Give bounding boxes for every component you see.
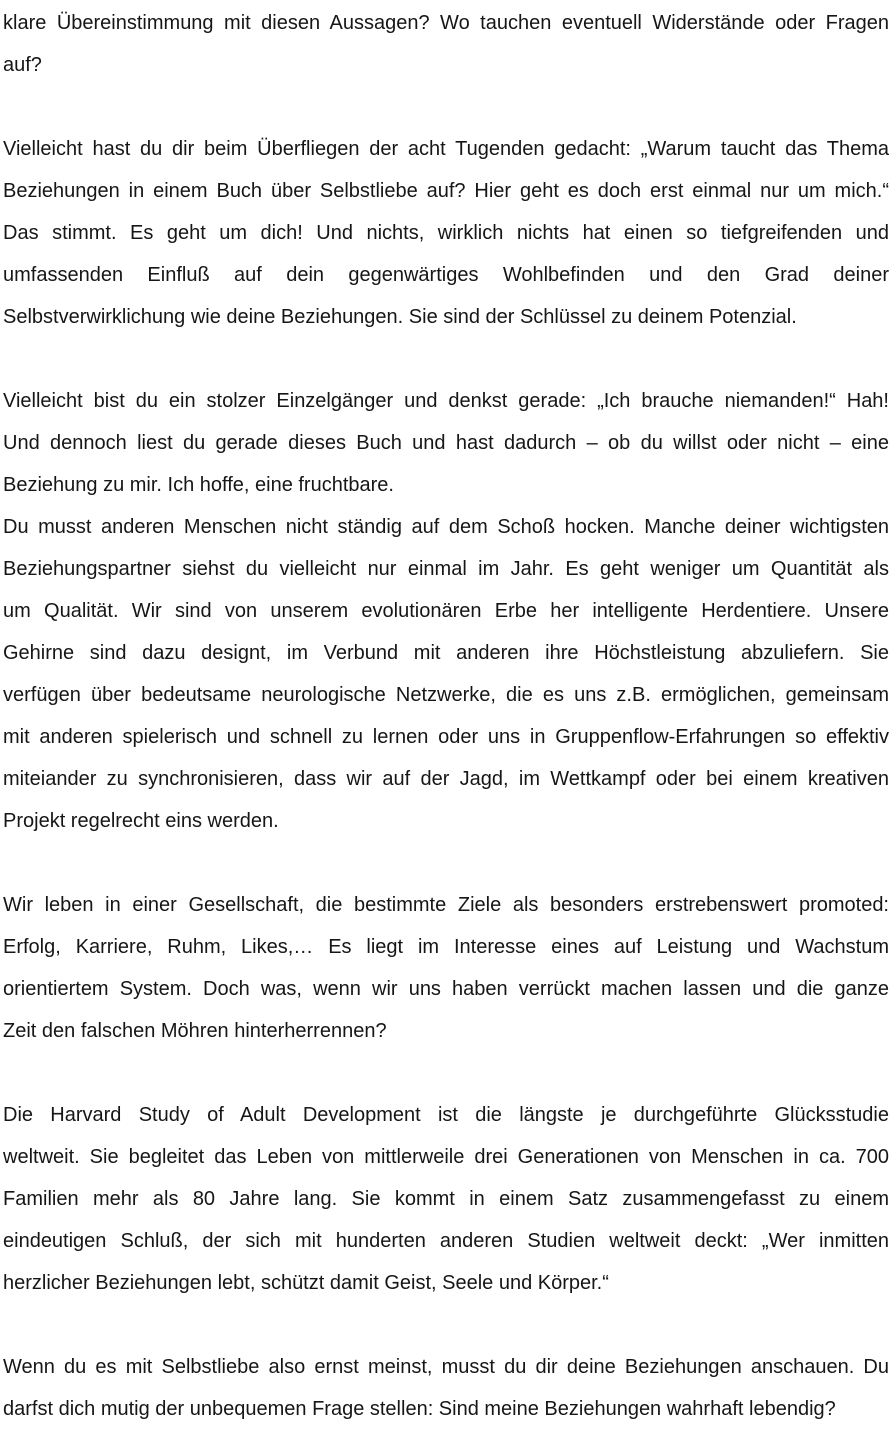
- text-line: Vielleicht hast du dir beim Überfliegen der acht Tugenden gedacht: „Warum taucht das Thema: [3, 138, 889, 160]
- text-line: herzlicher Beziehungen lebt, schützt damit Geist, Seele und Körper.“: [3, 1272, 609, 1294]
- paragraph: [3, 128, 889, 338]
- text-line: Beziehungen in einem Buch über Selbstliebe auf? Hier geht es doch erst einmal nur um mich.“: [3, 180, 889, 202]
- text-line: weltweit. Sie begleitet das Leben von mittlerweile drei Generationen von Menschen in ca. 700: [3, 1146, 889, 1168]
- text-line: Du musst anderen Menschen nicht ständig auf dem Schoß hocken. Manche deiner wichtigsten: [3, 516, 889, 538]
- text-line: Beziehungspartner siehst du vielleicht nur einmal im Jahr. Es geht weniger um Quantität als: [3, 558, 889, 580]
- paragraph: [3, 2, 889, 86]
- text-line: umfassenden Einfluß auf dein gegenwärtiges Wohlbefinden und den Grad deiner: [3, 264, 889, 286]
- text-line: Projekt regelrecht eins werden.: [3, 810, 279, 832]
- text-line: klare Übereinstimmung mit diesen Aussagen? Wo tauchen eventuell Widerstände oder Fragen: [3, 12, 889, 34]
- text-line: auf?: [3, 54, 42, 76]
- text-line: verfügen über bedeutsame neurologische Netzwerke, die es uns z.B. ermöglichen, gemeinsam: [3, 684, 889, 706]
- text-line: Beziehung zu mir. Ich hoffe, eine fruchtbare.: [3, 474, 394, 496]
- text-line: Und dennoch liest du gerade dieses Buch und hast dadurch – ob du willst oder nicht – eine: [3, 432, 889, 454]
- paragraph: [3, 506, 889, 842]
- paragraph: [3, 1094, 889, 1304]
- paragraph: [3, 380, 889, 506]
- text-line: Familien mehr als 80 Jahre lang. Sie kommt in einem Satz zusammengefasst zu einem: [3, 1188, 889, 1210]
- text-line: Wenn du es mit Selbstliebe also ernst meinst, musst du dir deine Beziehungen anschauen. Du: [3, 1356, 889, 1378]
- text-line: Gehirne sind dazu designt, im Verbund mit anderen ihre Höchstleistung abzuliefern. Sie: [3, 642, 889, 664]
- text-line: orientiertem System. Doch was, wenn wir uns haben verrückt machen lassen und die ganze: [3, 978, 889, 1000]
- text-line: um Qualität. Wir sind von unserem evolutionären Erbe her intelligente Herdentiere. Unsere: [3, 600, 889, 622]
- paragraph: [3, 884, 889, 1052]
- text-line: Vielleicht bist du ein stolzer Einzelgänger und denkst gerade: „Ich brauche niemanden!“ Hah!: [3, 390, 889, 412]
- text-line: miteiander zu synchronisieren, dass wir auf der Jagd, im Wettkampf oder bei einem kreativen: [3, 768, 889, 790]
- text-line: Erfolg, Karriere, Ruhm, Likes,… Es liegt im Interesse eines auf Leistung und Wachstum: [3, 936, 889, 958]
- text-line: Das stimmt. Es geht um dich! Und nichts, wirklich nichts hat einen so tiefgreifenden und: [3, 222, 889, 244]
- text-line: Zeit den falschen Möhren hinterherrennen?: [3, 1020, 387, 1042]
- text-line: Selbstverwirklichung wie deine Beziehungen. Sie sind der Schlüssel zu deinem Potenzial.: [3, 306, 797, 328]
- text-line: eindeutigen Schluß, der sich mit hunderten anderen Studien weltweit deckt: „Wer inmitten: [3, 1230, 889, 1252]
- text-line: mit anderen spielerisch und schnell zu lernen oder uns in Gruppenflow-Erfahrungen so effektiv: [3, 726, 889, 748]
- paragraph: [3, 1346, 889, 1430]
- text-line: darfst dich mutig der unbequemen Frage stellen: Sind meine Beziehungen wahrhaft lebendig?: [3, 1398, 836, 1420]
- text-line: Wir leben in einer Gesellschaft, die bestimmte Ziele als besonders erstrebenswert promoted:: [3, 894, 889, 916]
- text-line: Die Harvard Study of Adult Development ist die längste je durchgeführte Glücksstudie: [3, 1104, 889, 1126]
